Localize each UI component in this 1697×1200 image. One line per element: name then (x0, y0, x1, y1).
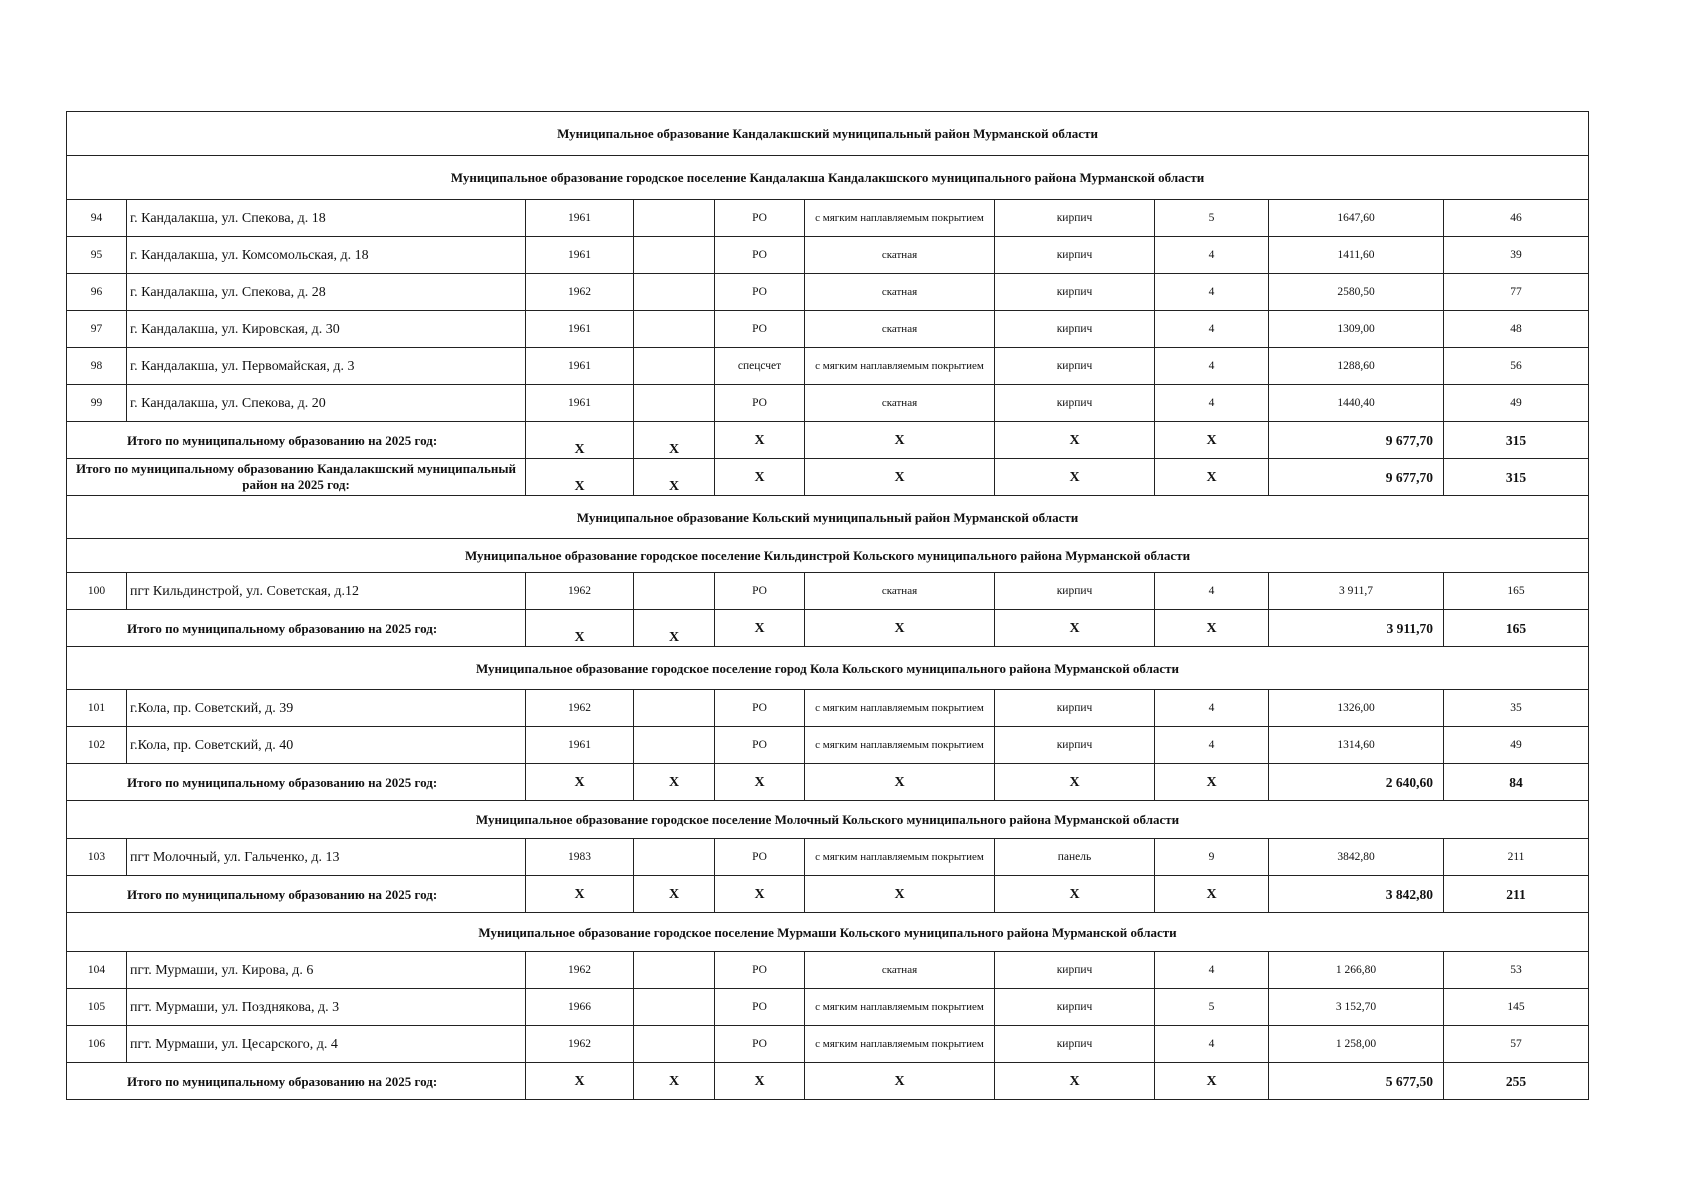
year-cell: 1961 (526, 237, 634, 274)
subsection-header: Муниципальное образование городское поселение Мурмаши Кольского муниципального района Мурманской области (67, 913, 1589, 952)
roof-cell: с мягким наплавляемым покрытием (805, 727, 995, 764)
x-mark: X (715, 1063, 805, 1100)
fund-cell: РО (715, 727, 805, 764)
roof-cell: скатная (805, 573, 995, 610)
floors-cell: 4 (1155, 385, 1269, 422)
total-people: 255 (1444, 1063, 1589, 1100)
year-cell: 1962 (526, 274, 634, 311)
roof-cell: скатная (805, 311, 995, 348)
table-row (67, 348, 1589, 385)
total-label: Итого по муниципальному образованию Кандалакшский муниципальный район на 2025 год: (67, 459, 526, 496)
wall-cell: кирпич (995, 727, 1155, 764)
area-cell: 1647,60 (1269, 200, 1444, 237)
area-cell: 1411,60 (1269, 237, 1444, 274)
total-area: 5 677,50 (1269, 1063, 1444, 1100)
x-mark: X (634, 610, 715, 647)
table-row (67, 727, 1589, 764)
area-cell: 2580,50 (1269, 274, 1444, 311)
area-cell: 1440,40 (1269, 385, 1444, 422)
empty-cell (634, 348, 715, 385)
subsection-header-row (67, 913, 1589, 952)
address-cell: пгт Кильдинстрой, ул. Советская, д.12 (127, 573, 526, 610)
x-mark: X (634, 1063, 715, 1100)
total-area: 3 911,70 (1269, 610, 1444, 647)
section-header-row (67, 112, 1589, 156)
year-cell: 1961 (526, 348, 634, 385)
wall-cell: кирпич (995, 311, 1155, 348)
people-cell: 211 (1444, 839, 1589, 876)
roof-cell: с мягким наплавляемым покрытием (805, 690, 995, 727)
fund-cell: спецсчет (715, 348, 805, 385)
total-area: 3 842,80 (1269, 876, 1444, 913)
empty-cell (634, 385, 715, 422)
wall-cell: кирпич (995, 274, 1155, 311)
subsection-header: Муниципальное образование городское поселение Кандалакша Кандалакшского муниципального района Мурманской области (67, 156, 1589, 200)
x-mark: X (1155, 459, 1269, 496)
total-area: 9 677,70 (1269, 422, 1444, 459)
section-header: Муниципальное образование Кандалакшский муниципальный район Мурманской области (67, 112, 1589, 156)
x-mark: X (805, 422, 995, 459)
total-row (67, 876, 1589, 913)
total-label: Итого по муниципальному образованию на 2025 год: (67, 610, 526, 647)
floors-cell: 4 (1155, 237, 1269, 274)
x-mark: X (634, 764, 715, 801)
wall-cell: кирпич (995, 1026, 1155, 1063)
total-people: 211 (1444, 876, 1589, 913)
row-number: 100 (67, 573, 127, 610)
total-label: Итого по муниципальному образованию на 2025 год: (67, 764, 526, 801)
table-row (67, 952, 1589, 989)
people-cell: 57 (1444, 1026, 1589, 1063)
roof-cell: с мягким наплавляемым покрытием (805, 1026, 995, 1063)
fund-cell: РО (715, 237, 805, 274)
roof-cell: скатная (805, 385, 995, 422)
total-people: 315 (1444, 459, 1589, 496)
fund-cell: РО (715, 1026, 805, 1063)
row-number: 94 (67, 200, 127, 237)
year-cell: 1962 (526, 1026, 634, 1063)
total-row (67, 764, 1589, 801)
area-cell: 1314,60 (1269, 727, 1444, 764)
row-number: 105 (67, 989, 127, 1026)
x-mark: X (995, 1063, 1155, 1100)
table-row (67, 1026, 1589, 1063)
x-mark: X (526, 422, 634, 459)
x-mark: X (995, 422, 1155, 459)
section-header: Муниципальное образование Кольский муниципальный район Мурманской области (67, 496, 1589, 539)
x-mark: X (634, 876, 715, 913)
address-cell: г. Кандалакша, ул. Спекова, д. 18 (127, 200, 526, 237)
empty-cell (634, 200, 715, 237)
roof-cell: скатная (805, 952, 995, 989)
x-mark: X (634, 459, 715, 496)
empty-cell (634, 573, 715, 610)
roof-cell: с мягким наплавляемым покрытием (805, 348, 995, 385)
housing-table (66, 111, 1589, 1100)
x-mark: X (1155, 764, 1269, 801)
fund-cell: РО (715, 573, 805, 610)
subsection-header: Муниципальное образование городское поселение город Кола Кольского муниципального района Мурманской области (67, 647, 1589, 690)
people-cell: 49 (1444, 385, 1589, 422)
fund-cell: РО (715, 385, 805, 422)
year-cell: 1961 (526, 727, 634, 764)
year-cell: 1961 (526, 385, 634, 422)
people-cell: 35 (1444, 690, 1589, 727)
table-row (67, 200, 1589, 237)
wall-cell: кирпич (995, 385, 1155, 422)
area-cell: 1 258,00 (1269, 1026, 1444, 1063)
total-label: Итого по муниципальному образованию на 2025 год: (67, 1063, 526, 1100)
address-cell: г. Кандалакша, ул. Комсомольская, д. 18 (127, 237, 526, 274)
x-mark: X (715, 422, 805, 459)
total-people: 84 (1444, 764, 1589, 801)
x-mark: X (526, 876, 634, 913)
x-mark: X (805, 764, 995, 801)
address-cell: г. Кандалакша, ул. Первомайская, д. 3 (127, 348, 526, 385)
area-cell: 3 152,70 (1269, 989, 1444, 1026)
row-number: 106 (67, 1026, 127, 1063)
roof-cell: скатная (805, 237, 995, 274)
wall-cell: кирпич (995, 690, 1155, 727)
table-row (67, 311, 1589, 348)
empty-cell (634, 839, 715, 876)
floors-cell: 4 (1155, 274, 1269, 311)
address-cell: пгт Молочный, ул. Гальченко, д. 13 (127, 839, 526, 876)
floors-cell: 4 (1155, 573, 1269, 610)
x-mark: X (1155, 876, 1269, 913)
roof-cell: скатная (805, 274, 995, 311)
x-mark: X (715, 610, 805, 647)
address-cell: г.Кола, пр. Советский, д. 39 (127, 690, 526, 727)
address-cell: пгт. Мурмаши, ул. Кирова, д. 6 (127, 952, 526, 989)
table-row (67, 573, 1589, 610)
address-cell: пгт. Мурмаши, ул. Позднякова, д. 3 (127, 989, 526, 1026)
roof-cell: с мягким наплавляемым покрытием (805, 200, 995, 237)
people-cell: 49 (1444, 727, 1589, 764)
year-cell: 1962 (526, 952, 634, 989)
x-mark: X (805, 610, 995, 647)
area-cell: 1288,60 (1269, 348, 1444, 385)
wall-cell: кирпич (995, 952, 1155, 989)
people-cell: 56 (1444, 348, 1589, 385)
wall-cell: панель (995, 839, 1155, 876)
total-area: 9 677,70 (1269, 459, 1444, 496)
subsection-header-row (67, 156, 1589, 200)
x-mark: X (1155, 1063, 1269, 1100)
row-number: 97 (67, 311, 127, 348)
total-row (67, 1063, 1589, 1100)
row-number: 101 (67, 690, 127, 727)
roof-cell: с мягким наплавляемым покрытием (805, 989, 995, 1026)
table-row (67, 274, 1589, 311)
floors-cell: 9 (1155, 839, 1269, 876)
x-mark: X (634, 422, 715, 459)
subsection-header-row (67, 539, 1589, 573)
subsection-header-row (67, 801, 1589, 839)
wall-cell: кирпич (995, 200, 1155, 237)
wall-cell: кирпич (995, 573, 1155, 610)
x-mark: X (715, 459, 805, 496)
roof-cell: с мягким наплавляемым покрытием (805, 839, 995, 876)
wall-cell: кирпич (995, 237, 1155, 274)
total-label: Итого по муниципальному образованию на 2025 год: (67, 422, 526, 459)
x-mark: X (995, 459, 1155, 496)
empty-cell (634, 274, 715, 311)
wall-cell: кирпич (995, 989, 1155, 1026)
x-mark: X (526, 764, 634, 801)
people-cell: 165 (1444, 573, 1589, 610)
floors-cell: 5 (1155, 989, 1269, 1026)
x-mark: X (1155, 422, 1269, 459)
people-cell: 53 (1444, 952, 1589, 989)
total-area: 2 640,60 (1269, 764, 1444, 801)
people-cell: 145 (1444, 989, 1589, 1026)
year-cell: 1962 (526, 573, 634, 610)
people-cell: 77 (1444, 274, 1589, 311)
x-mark: X (995, 764, 1155, 801)
total-people: 165 (1444, 610, 1589, 647)
total-people: 315 (1444, 422, 1589, 459)
table-row (67, 385, 1589, 422)
area-cell: 1309,00 (1269, 311, 1444, 348)
floors-cell: 4 (1155, 690, 1269, 727)
floors-cell: 4 (1155, 311, 1269, 348)
address-cell: г. Кандалакша, ул. Кировская, д. 30 (127, 311, 526, 348)
empty-cell (634, 952, 715, 989)
floors-cell: 4 (1155, 952, 1269, 989)
x-mark: X (805, 876, 995, 913)
year-cell: 1966 (526, 989, 634, 1026)
floors-cell: 4 (1155, 1026, 1269, 1063)
floors-cell: 4 (1155, 348, 1269, 385)
fund-cell: РО (715, 311, 805, 348)
area-cell: 3 911,7 (1269, 573, 1444, 610)
fund-cell: РО (715, 690, 805, 727)
floors-cell: 4 (1155, 727, 1269, 764)
row-number: 98 (67, 348, 127, 385)
x-mark: X (995, 610, 1155, 647)
area-cell: 3842,80 (1269, 839, 1444, 876)
address-cell: пгт. Мурмаши, ул. Цесарского, д. 4 (127, 1026, 526, 1063)
x-mark: X (1155, 610, 1269, 647)
address-cell: г.Кола, пр. Советский, д. 40 (127, 727, 526, 764)
x-mark: X (805, 459, 995, 496)
subsection-header: Муниципальное образование городское поселение Молочный Кольского муниципального района Мурманской области (67, 801, 1589, 839)
fund-cell: РО (715, 274, 805, 311)
x-mark: X (526, 1063, 634, 1100)
fund-cell: РО (715, 989, 805, 1026)
x-mark: X (526, 610, 634, 647)
x-mark: X (995, 876, 1155, 913)
table-row (67, 690, 1589, 727)
empty-cell (634, 237, 715, 274)
people-cell: 39 (1444, 237, 1589, 274)
fund-cell: РО (715, 952, 805, 989)
area-cell: 1326,00 (1269, 690, 1444, 727)
x-mark: X (526, 459, 634, 496)
x-mark: X (715, 876, 805, 913)
table-row (67, 989, 1589, 1026)
area-cell: 1 266,80 (1269, 952, 1444, 989)
empty-cell (634, 727, 715, 764)
subsection-header: Муниципальное образование городское поселение Кильдинстрой Кольского муниципального района Мурманской области (67, 539, 1589, 573)
fund-cell: РО (715, 200, 805, 237)
row-number: 96 (67, 274, 127, 311)
table-row (67, 839, 1589, 876)
empty-cell (634, 690, 715, 727)
total-label: Итого по муниципальному образованию на 2025 год: (67, 876, 526, 913)
address-cell: г. Кандалакша, ул. Спекова, д. 28 (127, 274, 526, 311)
year-cell: 1983 (526, 839, 634, 876)
empty-cell (634, 989, 715, 1026)
row-number: 102 (67, 727, 127, 764)
empty-cell (634, 1026, 715, 1063)
row-number: 104 (67, 952, 127, 989)
year-cell: 1961 (526, 311, 634, 348)
subsection-header-row (67, 647, 1589, 690)
address-cell: г. Кандалакша, ул. Спекова, д. 20 (127, 385, 526, 422)
row-number: 99 (67, 385, 127, 422)
section-header-row (67, 496, 1589, 539)
empty-cell (634, 311, 715, 348)
total-row (67, 610, 1589, 647)
year-cell: 1961 (526, 200, 634, 237)
total-row (67, 459, 1589, 496)
people-cell: 48 (1444, 311, 1589, 348)
row-number: 103 (67, 839, 127, 876)
x-mark: X (805, 1063, 995, 1100)
people-cell: 46 (1444, 200, 1589, 237)
wall-cell: кирпич (995, 348, 1155, 385)
row-number: 95 (67, 237, 127, 274)
year-cell: 1962 (526, 690, 634, 727)
x-mark: X (715, 764, 805, 801)
fund-cell: РО (715, 839, 805, 876)
total-row (67, 422, 1589, 459)
floors-cell: 5 (1155, 200, 1269, 237)
table-row (67, 237, 1589, 274)
